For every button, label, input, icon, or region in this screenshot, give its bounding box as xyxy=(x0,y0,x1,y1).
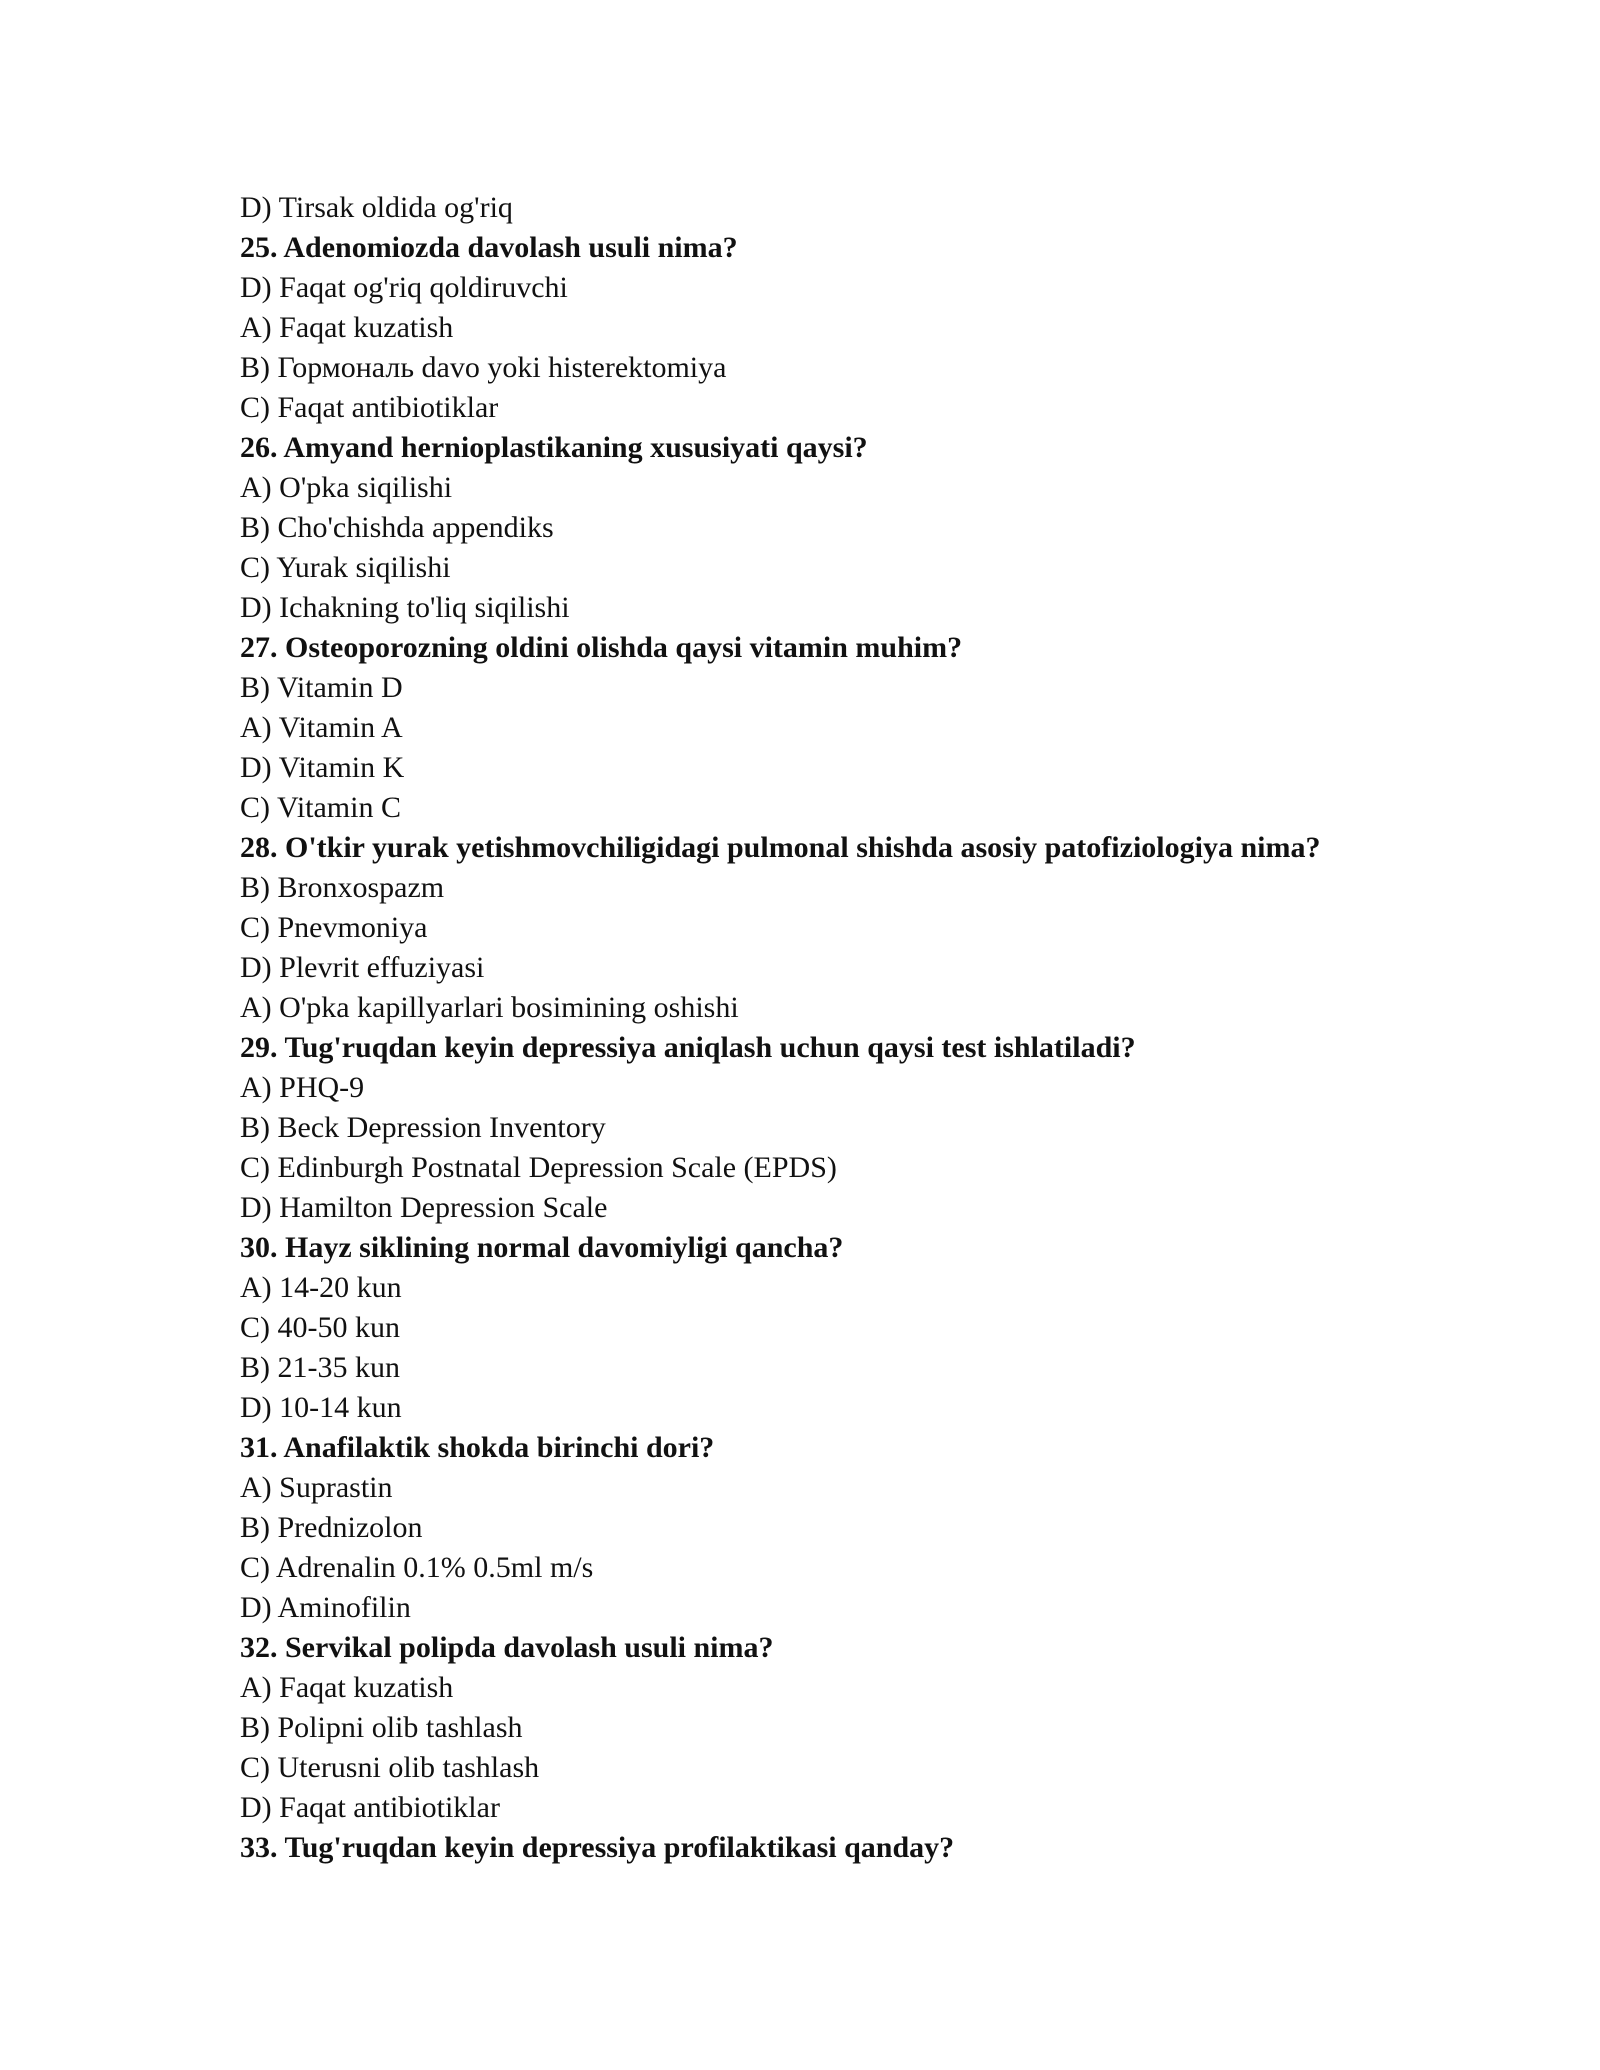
answer-option: D) Hamilton Depression Scale xyxy=(240,1191,608,1224)
answer-option: D) Tirsak oldida og'riq xyxy=(240,191,513,224)
answer-option: D) Plevrit effuziyasi xyxy=(240,951,485,984)
answer-option: B) Prednizolon xyxy=(240,1511,423,1544)
question-text: 30. Hayz siklining normal davomiyligi qancha? xyxy=(240,1231,844,1264)
question-text: 26. Amyand hernioplastikaning xususiyati qaysi? xyxy=(240,431,868,464)
answer-option: A) O'pka kapillyarlari bosimining oshishi xyxy=(240,991,739,1024)
answer-option: D) Ichakning to'liq siqilishi xyxy=(240,591,570,624)
answer-option: C) Vitamin C xyxy=(240,791,401,824)
question-text: 29. Tug'ruqdan keyin depressiya aniqlash uchun qaysi test ishlatiladi? xyxy=(240,1031,1136,1064)
answer-option: C) Edinburgh Postnatal Depression Scale (EPDS) xyxy=(240,1151,837,1184)
answer-option: A) O'pka siqilishi xyxy=(240,471,453,504)
answer-option: A) Suprastin xyxy=(240,1471,393,1504)
answer-option: A) PHQ-9 xyxy=(240,1071,365,1104)
answer-option: B) 21-35 kun xyxy=(240,1351,400,1384)
document-page xyxy=(240,188,1440,1868)
answer-option: C) Adrenalin 0.1% 0.5ml m/s xyxy=(240,1551,594,1584)
question-text: 32. Servikal polipda davolash usuli nima? xyxy=(240,1631,774,1664)
answer-option: A) Faqat kuzatish xyxy=(240,1671,454,1704)
answer-option: C) Pnevmoniya xyxy=(240,911,428,944)
answer-option: C) Yurak siqilishi xyxy=(240,551,451,584)
answer-option: B) Polipni olib tashlash xyxy=(240,1711,523,1744)
answer-option: B) Vitamin D xyxy=(240,671,403,704)
answer-option: D) Faqat antibiotiklar xyxy=(240,1791,500,1824)
answer-option: A) Vitamin A xyxy=(240,711,403,744)
question-text: 27. Osteoporozning oldini olishda qaysi vitamin muhim? xyxy=(240,631,963,664)
answer-option: B) Гормональ davo yoki histerektomiya xyxy=(240,351,727,384)
question-text: 33. Tug'ruqdan keyin depressiya profilaktikasi qanday? xyxy=(240,1831,955,1864)
answer-option: B) Bronxospazm xyxy=(240,871,445,904)
answer-option: B) Cho'chishda appendiks xyxy=(240,511,554,544)
answer-option: A) Faqat kuzatish xyxy=(240,311,454,344)
question-text: 28. O'tkir yurak yetishmovchiligidagi pulmonal shishda asosiy patofiziologiya nima? xyxy=(240,831,1321,864)
answer-option: C) 40-50 kun xyxy=(240,1311,400,1344)
answer-option: D) Vitamin K xyxy=(240,751,405,784)
question-text: 25. Adenomiozda davolash usuli nima? xyxy=(240,231,738,264)
answer-option: A) 14-20 kun xyxy=(240,1271,402,1304)
answer-option: C) Faqat antibiotiklar xyxy=(240,391,499,424)
question-text: 31. Anafilaktik shokda birinchi dori? xyxy=(240,1431,715,1464)
answer-option: D) Aminofilin xyxy=(240,1591,411,1624)
answer-option: D) 10-14 kun xyxy=(240,1391,402,1424)
answer-option: C) Uterusni olib tashlash xyxy=(240,1751,540,1784)
answer-option: B) Beck Depression Inventory xyxy=(240,1111,606,1144)
answer-option: D) Faqat og'riq qoldiruvchi xyxy=(240,271,568,304)
